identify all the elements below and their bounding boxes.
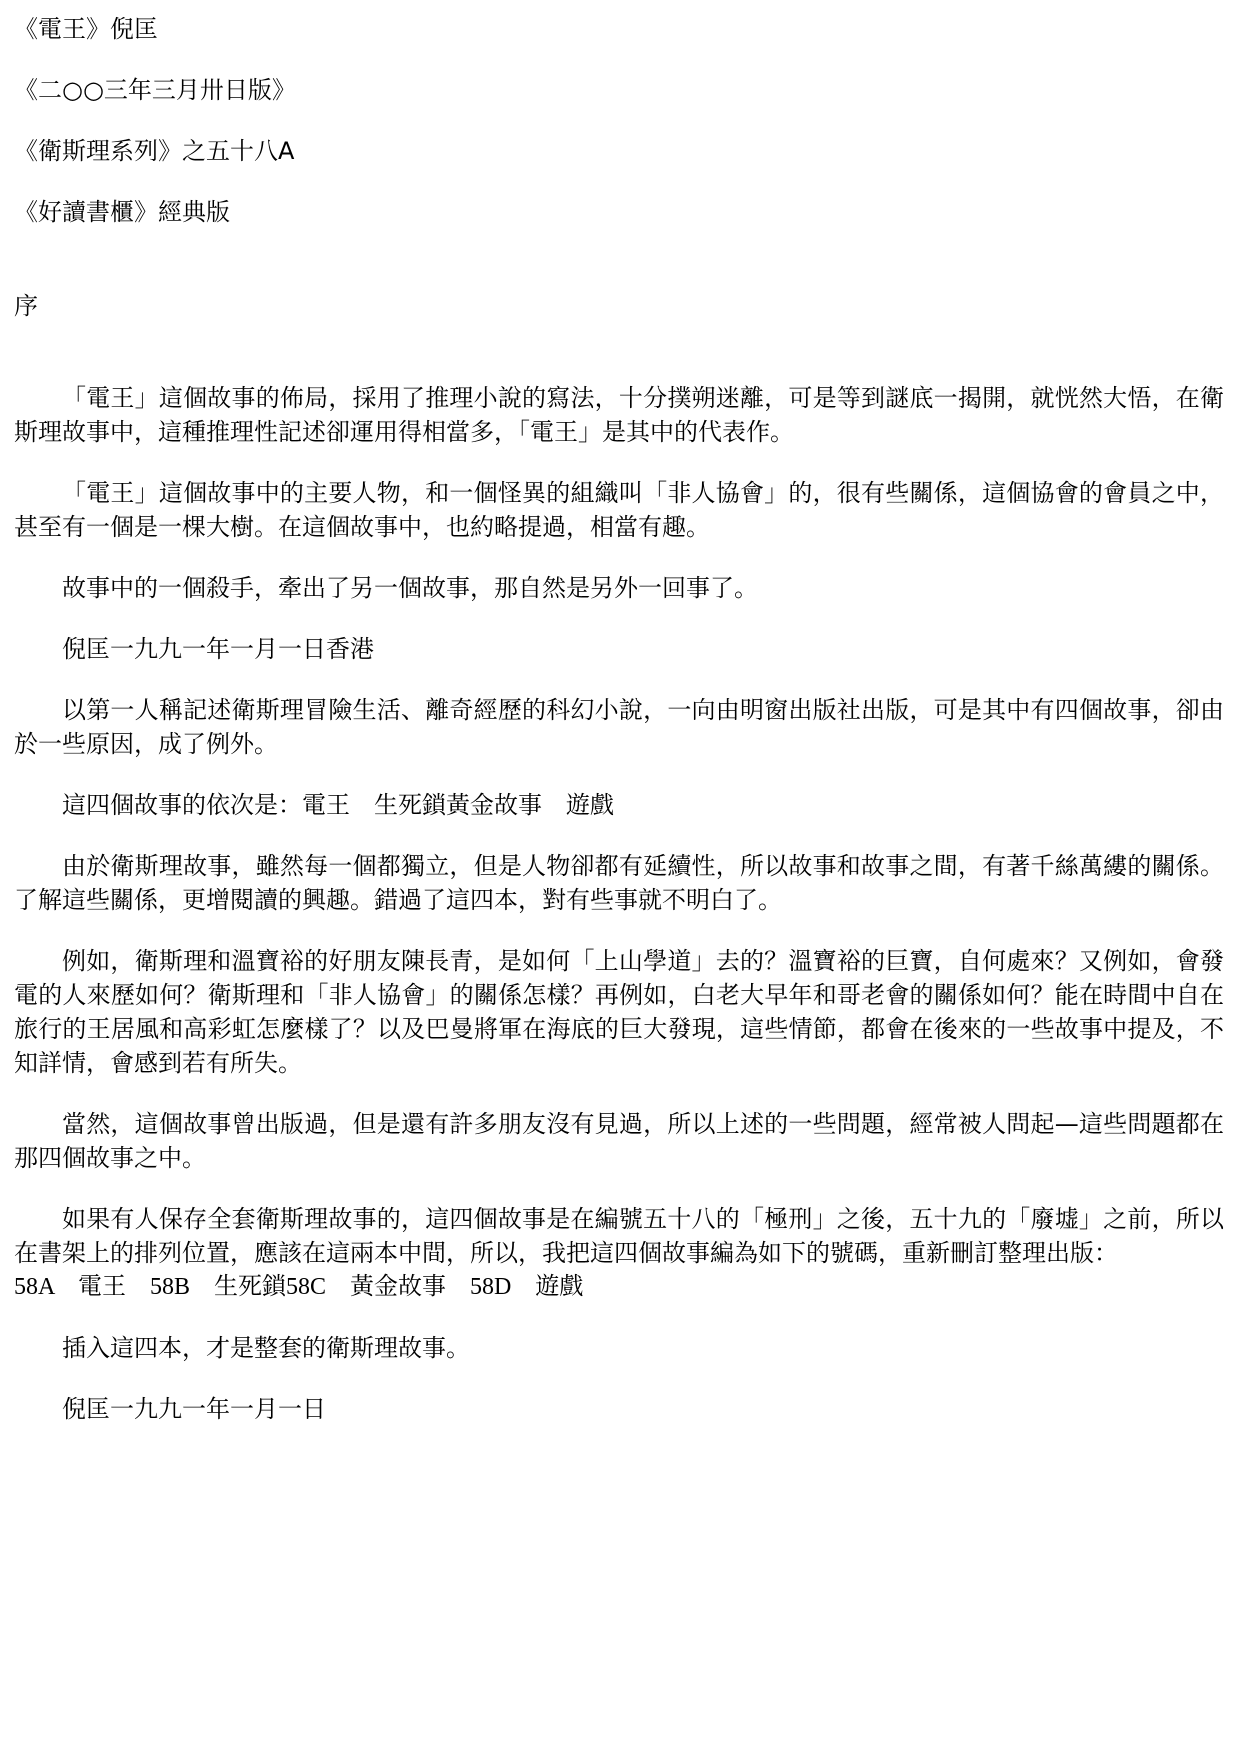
document-page [14, 12, 1224, 1453]
preface-body [14, 381, 1224, 1426]
signature-paragraph: 倪匡一九九一年一月一日 [62, 1395, 326, 1423]
paragraph: 例如，衛斯理和溫寶裕的好朋友陳長青，是如何「上山學道」去的？溫寶裕的巨寶，自何處來？又例如，會發電的人來歷如何？衛斯理和「非人協會」的關係怎樣？再例如，白老大早年和哥老會的關係如何？能在時間中自在旅行的王居風和高彩虹怎麼樣了？以及巴曼將軍在海底的巨大發現，這些情節，都會在後來的一些故事中提及，不知詳情，會感到若有所失。 [14, 947, 1224, 1077]
preface-heading: 序 [14, 292, 38, 320]
paragraph: 由於衛斯理故事，雖然每一個都獨立，但是人物卻都有延續性，所以故事和故事之間，有著千絲萬縷的關係。了解這些關係，更增閱讀的興趣。錯過了這四本，對有些事就不明白了。 [14, 852, 1224, 914]
paragraph: 「電王」這個故事的佈局，採用了推理小說的寫法，十分撲朔迷離，可是等到謎底一揭開，就恍然大悟，在衛斯理故事中，這種推理性記述卻運用得相當多，「電王」是其中的代表作。 [14, 384, 1224, 446]
paragraph: 故事中的一個殺手，牽出了另一個故事，那自然是另外一回事了。 [62, 574, 758, 602]
paragraph: 當然，這個故事曾出版過，但是還有許多朋友沒有見過，所以上述的一些問題，經常被人問起—這些問題都在那四個故事之中。 [14, 1110, 1224, 1172]
paragraph: 以第一人稱記述衛斯理冒險生活、離奇經歷的科幻小說，一向由明窗出版社出版，可是其中有四個故事，卻由於一些原因，成了例外。 [14, 696, 1224, 758]
book-numbering-line: 58A 電王 58B 生死鎖58C 黃金故事 58D 遊戲 [14, 1274, 584, 1300]
signature-paragraph: 倪匡一九九一年一月一日香港 [62, 635, 374, 663]
book-title-line: 《電王》倪匡 [14, 15, 158, 43]
paragraph: 這四個故事的依次是：電王 生死鎖黃金故事 遊戲 [62, 791, 614, 819]
paragraph: 「電王」這個故事中的主要人物，和一個怪異的組織叫「非人協會」的，很有些關係，這個協會的會員之中，甚至有一個是一棵大樹。在這個故事中，也約略提過，相當有趣。 [14, 479, 1224, 541]
paragraph-with-numbering [14, 1202, 1224, 1304]
series-line: 《衛斯理系列》之五十八A [14, 137, 295, 165]
paragraph: 插入這四本，才是整套的衛斯理故事。 [62, 1334, 470, 1362]
library-line: 《好讀書櫃》經典版 [14, 198, 230, 226]
edition-date-line: 《二○○三年三月卅日版》 [14, 76, 296, 104]
paragraph-text: 如果有人保存全套衛斯理故事的，這四個故事是在編號五十八的「極刑」之後，五十九的「廢墟」之前，所以在書架上的排列位置，應該在這兩本中間，所以，我把這四個故事編為如下的號碼，重新刪訂整理出版： [14, 1205, 1224, 1267]
